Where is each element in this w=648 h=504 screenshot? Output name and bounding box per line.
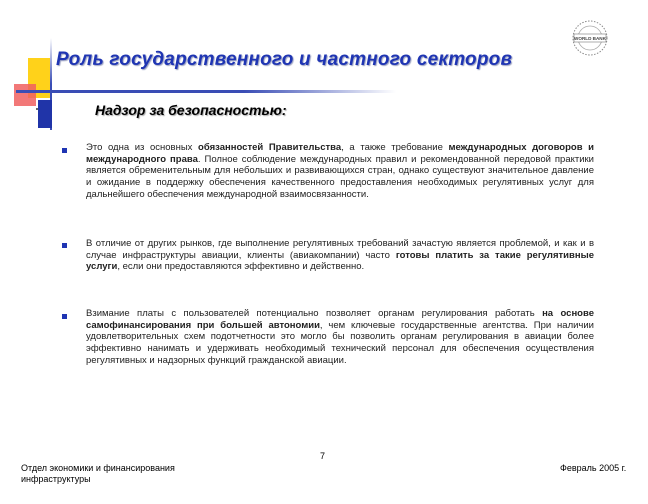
footer-date: Февраль 2005 г. <box>560 463 627 473</box>
logo-text: WORLD BANK <box>574 36 606 41</box>
bullet-marker-3 <box>62 314 67 319</box>
bullet-paragraph-1: Это одна из основных обязанностей Правительства, а также требование международных договоров и международного права. Полное соблюдение международных правил и рекомендованной передовой практики является обременительным для небольших и развивающихся стран, однако существуют значительное давление и ожидание в поддержку обеспечения качественного предоставления необходимых регулятивных услуг для дальнейшего обеспечения международной взаимосвязанности. <box>86 142 594 200</box>
bullet-paragraph-2: В отличие от других рынков, где выполнение регулятивных требований зачастую является проблемой, и как и в случае инфраструктуры авиации, клиенты (авиакомпании) часто готовы платить за такие регулятивные услуги, если они предоставляются эффективно и действенно. <box>86 238 594 273</box>
footer-page-number: 7 <box>320 451 326 461</box>
decor-dot <box>36 108 38 110</box>
decor-blue-square <box>38 100 52 128</box>
section-subtitle: Надзор за безопасностью: <box>95 102 287 118</box>
decor-horizontal-line <box>16 90 396 93</box>
slide-title: Роль государственного и частного секторов <box>56 49 513 70</box>
bullet-marker-1 <box>62 148 67 153</box>
decor-red-square <box>14 84 36 106</box>
world-bank-logo <box>570 18 610 58</box>
bullet-paragraph-3: Взимание платы с пользователей потенциально позволяет органам регулирования работать на основе самофинансирования при большей автономии, чем ключевые государственные агентства. При наличии удовлетворительных схем подотчетности это могло бы позволить органам регулирования в авиации более эффективно нанимать и удерживать необходимый технический персонал для обеспечения осуществления регулятивных и надзорных функций гражданской авиации. <box>86 308 594 366</box>
footer-department: Отдел экономики и финансирования инфраструктуры <box>21 463 175 484</box>
bullet-marker-2 <box>62 243 67 248</box>
